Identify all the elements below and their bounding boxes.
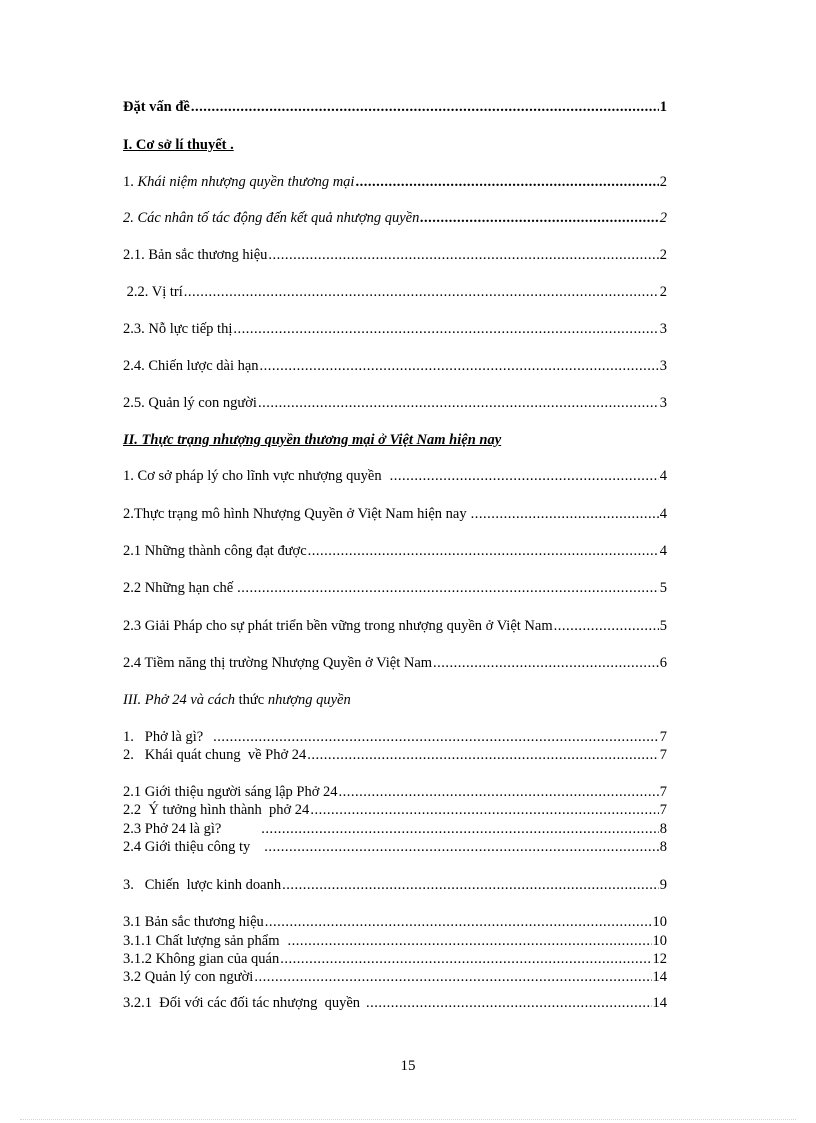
- toc-leader-dots: [265, 913, 652, 931]
- toc-entry[interactable]: [123, 320, 667, 338]
- toc-entry-page: 9: [659, 877, 667, 893]
- toc-entry[interactable]: [123, 950, 667, 968]
- toc-entry-page: 5: [659, 580, 667, 596]
- toc-entry[interactable]: [123, 505, 667, 523]
- toc-entry-title: 3.1 Bản sắc thương hiệu: [123, 914, 264, 930]
- toc-entry[interactable]: [123, 838, 667, 856]
- toc-leader-dots: [280, 950, 651, 968]
- section-heading-1[interactable]: I. Cơ sở lí thuyết .: [123, 137, 234, 153]
- toc-entry-title: 1. Cơ sở pháp lý cho lĩnh vực nhượng quyền: [123, 468, 382, 484]
- toc-leader-dots: [433, 654, 659, 672]
- toc-leader-dots: [308, 542, 659, 560]
- toc-leader-dots: [339, 783, 659, 801]
- toc-entry[interactable]: [123, 783, 667, 801]
- toc-leader-dots: [310, 801, 658, 819]
- toc-entry-title: 3. Chiến lược kinh doanh: [123, 877, 282, 893]
- toc-entry[interactable]: [123, 913, 667, 931]
- toc-entry-page: 2: [659, 210, 667, 226]
- toc-entry-page: 14: [652, 995, 667, 1011]
- toc-entry-page: 12: [652, 951, 667, 967]
- toc-entry-page: 2: [659, 247, 667, 263]
- toc-entry-page: 7: [659, 802, 667, 818]
- page-bottom-rule: [20, 1119, 796, 1120]
- toc-entry-title: 2. Các nhân tố tác động đến kết quả nhượng quyền: [123, 210, 420, 226]
- toc-leader-dots: [554, 617, 659, 635]
- toc-leader-dots: [260, 357, 659, 375]
- toc-entry-title: 2.4 Tiềm năng thị trường Nhượng Quyền ở Việt Nam: [123, 655, 433, 671]
- toc-leader-dots: [471, 505, 659, 523]
- toc-entry-page: 4: [659, 543, 667, 559]
- toc-entry[interactable]: [123, 746, 667, 764]
- toc-entry-page: 2: [659, 174, 667, 190]
- section-heading-2[interactable]: II. Thực trạng nhượng quyền thương mại ở Việt Nam hiện nay: [123, 432, 502, 448]
- toc-entry-page: 8: [659, 839, 667, 855]
- toc-entry-title: 1. Phở là gì?: [123, 729, 204, 745]
- toc-leader-dots: [268, 246, 658, 264]
- page-number: 15: [400, 1058, 416, 1074]
- toc-leader-dots: [213, 728, 659, 746]
- toc-entry[interactable]: [123, 173, 667, 191]
- toc-entry[interactable]: [123, 654, 667, 672]
- toc-entry-title: 2.2 Những hạn chế: [123, 580, 234, 596]
- toc-entry-page: 14: [652, 969, 667, 985]
- toc-entry[interactable]: [123, 467, 667, 485]
- toc-entry[interactable]: [123, 820, 667, 838]
- toc-entry[interactable]: [123, 394, 667, 412]
- toc-entry[interactable]: [123, 209, 667, 227]
- toc-leader-dots: [420, 209, 658, 227]
- toc-leader-dots: [282, 876, 659, 894]
- toc-entry-title: 1. Khái niệm nhượng quyền thương mại: [123, 174, 355, 190]
- toc-entry-title: 2.2. Vị trí: [123, 284, 183, 300]
- toc-entry-title: 2.4 Giới thiệu công ty: [123, 839, 251, 855]
- toc-entry[interactable]: [123, 542, 667, 560]
- toc-entry[interactable]: [123, 283, 667, 301]
- toc-leader-dots: [258, 394, 659, 412]
- toc-entry-title: 3.2.1 Đối với các đối tác nhượng quyền: [123, 995, 361, 1011]
- toc-entry-page: 8: [659, 821, 667, 837]
- toc-leader-dots: [184, 283, 659, 301]
- section-heading-3[interactable]: [123, 691, 351, 709]
- toc-entry-title-italic: Khái niệm nhượng quyền thương mại: [137, 174, 355, 190]
- toc-entry[interactable]: [123, 876, 667, 894]
- toc-entry-page: 3: [659, 321, 667, 337]
- toc-entry[interactable]: [123, 617, 667, 635]
- toc-leader-dots: [237, 579, 659, 597]
- toc-entry-title: 3.1.1 Chất lượng sản phẩm: [123, 933, 280, 949]
- toc-entry-title: 2.2 Ý tưởng hình thành phở 24: [123, 802, 310, 818]
- toc-entry-title: 2.1 Giới thiệu người sáng lập Phở 24: [123, 784, 338, 800]
- toc-entry-title: 2.1 Những thành công đạt được: [123, 543, 307, 559]
- toc-entry-title: 2.Thực trạng mô hình Nhượng Quyền ở Việt Nam hiện nay: [123, 506, 467, 522]
- toc-entry-title: 3.1.2 Không gian của quán: [123, 951, 280, 967]
- toc-entry-title: Đặt vấn đề: [123, 99, 190, 115]
- toc-entry-intro[interactable]: [123, 98, 667, 116]
- toc-entry-page: 10: [652, 933, 667, 949]
- toc-entry-page: 3: [659, 395, 667, 411]
- toc-entry[interactable]: [123, 968, 667, 986]
- toc-entry[interactable]: [123, 579, 667, 597]
- toc-leader-dots: [366, 994, 651, 1012]
- section-heading-3-part: thức: [238, 692, 265, 708]
- toc-entry-page: 7: [659, 784, 667, 800]
- toc-leader-dots: [355, 173, 658, 191]
- section-heading-3-part: nhượng quyền: [267, 692, 351, 708]
- toc-entry-page: 10: [652, 914, 667, 930]
- toc-entry-page: 4: [659, 506, 667, 522]
- toc-entry-title: 2. Khái quát chung về Phở 24: [123, 747, 307, 763]
- toc-entry-page: 4: [659, 468, 667, 484]
- toc-entry-page: 1: [659, 99, 667, 115]
- toc-entry-page: 7: [659, 747, 667, 763]
- toc-entry-page: 3: [659, 358, 667, 374]
- toc-entry-title: 2.3. Nỗ lực tiếp thị: [123, 321, 233, 337]
- section-heading-3-part: III. Phở 24 và cách: [123, 692, 236, 708]
- toc-leader-dots: [191, 98, 659, 116]
- toc-entry-title: 3.2 Quản lý con người: [123, 969, 254, 985]
- toc-leader-dots: [254, 968, 651, 986]
- toc-leader-dots: [390, 467, 659, 485]
- toc-entry[interactable]: [123, 357, 667, 375]
- toc-entry-title: 2.4. Chiến lược dài hạn: [123, 358, 259, 374]
- toc-entry[interactable]: [123, 994, 667, 1012]
- toc-leader-dots: [307, 746, 658, 764]
- toc-entry-title: 2.1. Bản sắc thương hiệu: [123, 247, 268, 263]
- toc-entry-title: 2.5. Quản lý con người: [123, 395, 257, 411]
- toc-leader-dots: [233, 320, 658, 338]
- toc-entry[interactable]: [123, 246, 667, 264]
- toc-entry-page: 6: [659, 655, 667, 671]
- toc-leader-dots: [261, 820, 658, 838]
- toc-entry-page: 5: [659, 618, 667, 634]
- toc-entry[interactable]: [123, 801, 667, 819]
- toc-entry-page: 7: [659, 729, 667, 745]
- toc-entry-page: 2: [659, 284, 667, 300]
- toc-entry-title: 2.3 Phở 24 là gì?: [123, 821, 222, 837]
- toc-entry[interactable]: [123, 728, 667, 746]
- toc-entry-title: 2.3 Giải Pháp cho sự phát triển bền vững trong nhượng quyền ở Việt Nam: [123, 618, 553, 634]
- toc-leader-dots: [264, 838, 658, 856]
- toc-leader-dots: [287, 932, 651, 950]
- toc-entry[interactable]: [123, 932, 667, 950]
